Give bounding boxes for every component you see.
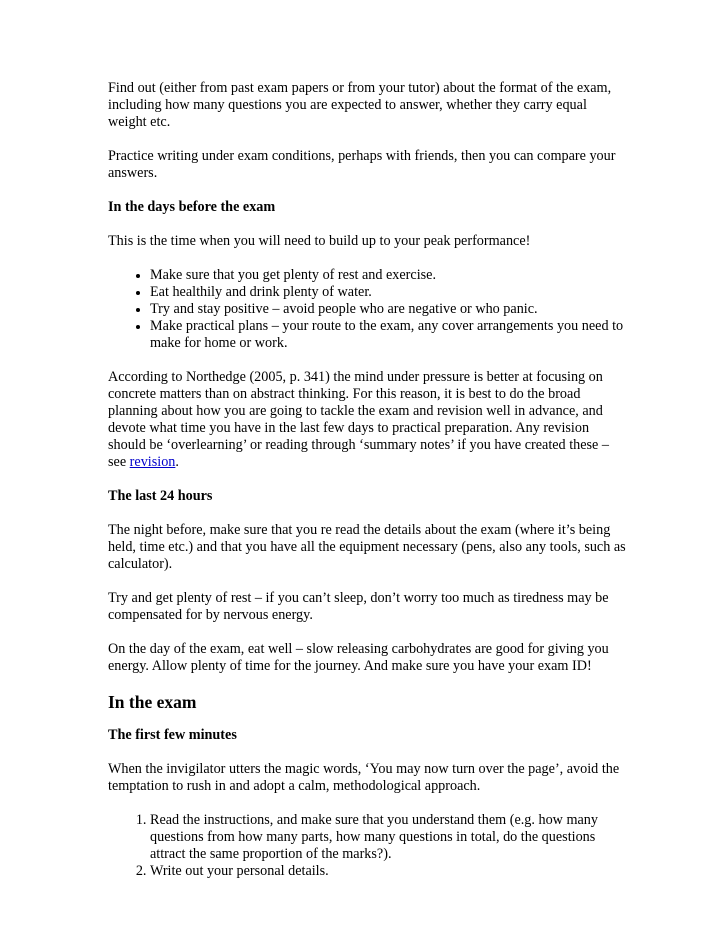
heading-in-the-exam: In the exam [108, 692, 197, 712]
list-item: • Try and stay positive – avoid people who are negative or who panic. [150, 301, 628, 318]
rest-paragraph: Try and get plenty of rest – if you can’t sleep, don’t worry too much as tiredness may be compensated for by nervous energy. [108, 590, 609, 623]
peak-performance-paragraph: This is the time when you will need to build up to your peak performance! [108, 233, 531, 249]
list-item: 2. Write out your personal details. [150, 863, 628, 880]
heading-last-24-hours: The last 24 hours [108, 488, 213, 504]
night-before-paragraph: The night before, make sure that you re read the details about the exam (where it’s being held, time etc.) and that you have all the equipment necessary (pens, also any tools, such as calculator). [108, 522, 626, 572]
list-item: • Eat healthily and drink plenty of water. [150, 284, 628, 301]
practice-paragraph: Practice writing under exam conditions, perhaps with friends, then you can compare your answers. [108, 148, 616, 181]
exam-format-paragraph: Find out (either from past exam papers or from your tutor) about the format of the exam, including how many questions you are expected to answer, whether they carry equal weight etc. [108, 80, 612, 130]
northedge-paragraph [108, 369, 628, 471]
revision-link[interactable]: revision [129, 454, 176, 470]
first-steps-numbered-list [108, 812, 628, 880]
heading-first-few-minutes: The first few minutes [108, 727, 237, 743]
document-page [108, 80, 628, 897]
northedge-text: According to Northedge (2005, p. 341) the mind under pressure is better at focusing on concrete matters than on abstract thinking. For this reason, it is best to do the broad planning about how you are going to tackle the exam and revision well in advance, and devote what time you have in the last few days to practical preparation. Any revision should be ‘overlearning’ or reading through ‘summary notes’ if you have created these – see [108, 369, 609, 470]
list-item: • Make sure that you get plenty of rest and exercise. [150, 267, 628, 284]
exam-day-paragraph: On the day of the exam, eat well – slow releasing carbohydrates are good for giving you energy. Allow plenty of time for the journey. And make sure you have your exam ID! [108, 641, 609, 674]
preparation-bullet-list [108, 267, 628, 352]
heading-days-before: In the days before the exam [108, 199, 276, 215]
list-item: 1. Read the instructions, and make sure that you understand them (e.g. how many questions from how many parts, how many questions in total, do the questions attract the same proportion of the marks?). [150, 812, 628, 863]
list-item: • Make practical plans – your route to the exam, any cover arrangements you need to make for home or work. [150, 318, 628, 352]
invigilator-paragraph: When the invigilator utters the magic words, ‘You may now turn over the page’, avoid the temptation to rush in and adopt a calm, methodological approach. [108, 761, 620, 794]
northedge-end: . [175, 454, 179, 470]
